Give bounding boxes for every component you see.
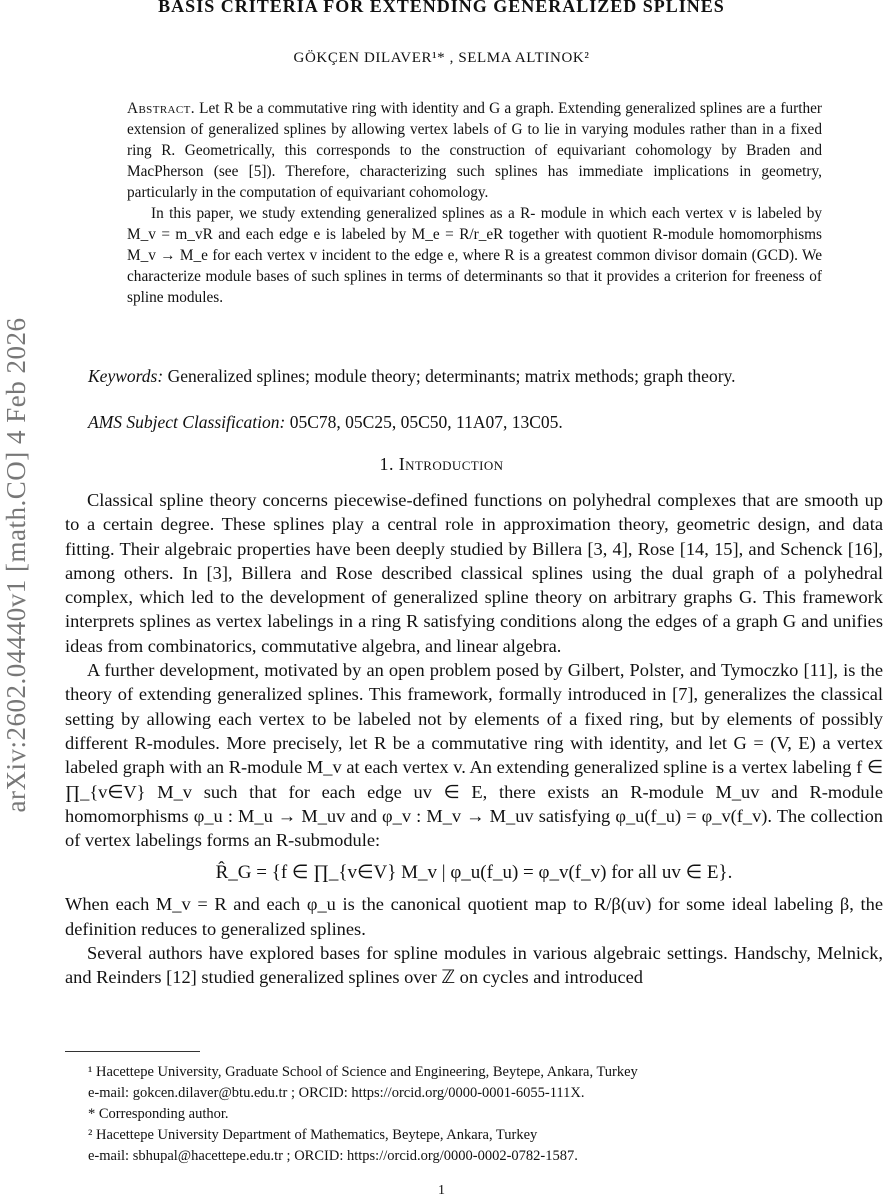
body-text: [65, 488, 883, 990]
display-equation: R̂_G = {f ∈ ∏_{v∈V} M_v | φ_u(f_u) = φ_v(f_v) for all uv ∈ E}.: [215, 862, 733, 884]
abstract-label: Abstract.: [127, 100, 195, 117]
footnote-rule: [65, 1051, 200, 1052]
keywords-label: Keywords:: [88, 366, 164, 386]
ams-codes: 05C78, 05C25, 05C50, 11A07, 13C05.: [289, 412, 563, 432]
footnote-2-affiliation: ² Hacettepe University Department of Mathematics, Beytepe, Ankara, Turkey: [88, 1127, 538, 1143]
footnote-1-affiliation: ¹ Hacettepe University, Graduate School of Science and Engineering, Beytepe, Ankara, Turkey: [88, 1064, 638, 1080]
section-heading: 1. Introduction: [379, 454, 504, 474]
page-number: 1: [438, 1183, 445, 1198]
footnote-2-contact: e-mail: sbhupal@hacettepe.edu.tr ; ORCID: https://orcid.org/0000-0002-0782-1587.: [88, 1148, 578, 1164]
arxiv-stamp: arXiv:2602.04440v1 [math.CO] 4 Feb 2026: [1, 317, 31, 813]
footnote-corresponding: * Corresponding author.: [88, 1106, 229, 1122]
footnotes: [88, 1062, 878, 1167]
abstract: [127, 98, 822, 308]
abstract-paragraph-2: In this paper, we study extending generalized splines as a R- module in which each vertex v is labeled by M_v = m_vR and each edge e is labeled by M_e = R/r_eR together with quotient R-module homomorphisms M_v → M_e for each vertex v incident to the edge e, where R is a greatest common divisor domain (GCD). We characterize module bases of such splines in terms of determinants so that it provides a criterion for freeness of spline modules.: [127, 205, 822, 306]
author-line: GÖKÇEN DILAVER¹* , SELMA ALTINOK²: [293, 50, 590, 66]
abstract-text-1: Let R be a commutative ring with identity and G a graph. Extending generalized splines are a further extension of generalized splines by allowing vertex labels of G to lie in varying modules rather than in a fixed ring R. Geometrically, this corresponds to the construction of equivariant cohomology by Braden and MacPherson (see [5]). Therefore, characterizing such splines has immediate implications in geometry, particularly in the computation of equivariant cohomology.: [127, 100, 822, 201]
ams-label: AMS Subject Classification:: [88, 412, 286, 432]
intro-paragraph-4: Several authors have explored bases for spline modules in various algebraic settings. Handschy, Melnick, and Reinders [12] studied generalized splines over ℤ on cycles and introduced: [65, 943, 883, 988]
keywords: [88, 366, 883, 387]
abstract-paragraph-1: [127, 98, 822, 203]
paper-title: BASIS CRITERIA FOR EXTENDING GENERALIZED SPLINES: [158, 0, 725, 16]
ams-classification: [88, 412, 883, 433]
footnote-1-contact: e-mail: gokcen.dilaver@btu.edu.tr ; ORCID: https://orcid.org/0000-0001-6055-111X.: [88, 1085, 585, 1101]
keywords-text: Generalized splines; module theory; determinants; matrix methods; graph theory.: [167, 366, 736, 386]
intro-paragraph-1: Classical spline theory concerns piecewise-defined functions on polyhedral complexes that are smooth up to a certain degree. These splines play a central role in approximation theory, geometric design, and data fitting. Their algebraic properties have been deeply studied by Billera [3, 4], Rose [14, 15], and Schenck [16], among others. In [3], Billera and Rose described classical splines using the dual graph of a polyhedral complex, which led to the development of generalized spline theory on arbitrary graphs G. This framework interprets splines as vertex labelings in a ring R satisfying conditions along the edges of a graph G and unifies ideas from combinatorics, commutative algebra, and linear algebra.: [65, 490, 883, 656]
intro-paragraph-3: When each M_v = R and each φ_u is the canonical quotient map to R/β(uv) for some ideal labeling β, the definition reduces to generalized splines.: [65, 894, 883, 939]
intro-paragraph-2: A further development, motivated by an open problem posed by Gilbert, Polster, and Tymoczko [11], is the theory of extending generalized splines. This framework, formally introduced in [7], generalizes the classical setting by allowing each vertex to be labeled not by elements of a fixed ring, but by elements of possibly different R-modules. More precisely, let R be a commutative ring with identity, and let G = (V, E) a vertex labeled graph with an R-module M_v at each vertex v. An extending generalized spline is a vertex labeling f ∈ ∏_{v∈V} M_v such that for each edge uv ∈ E, there exists an R-module M_uv and R-module homomorphisms φ_u : M_u → M_uv and φ_v : M_v → M_uv satisfying φ_u(f_u) = φ_v(f_v). The collection of vertex labelings forms an R-submodule:: [65, 660, 883, 851]
